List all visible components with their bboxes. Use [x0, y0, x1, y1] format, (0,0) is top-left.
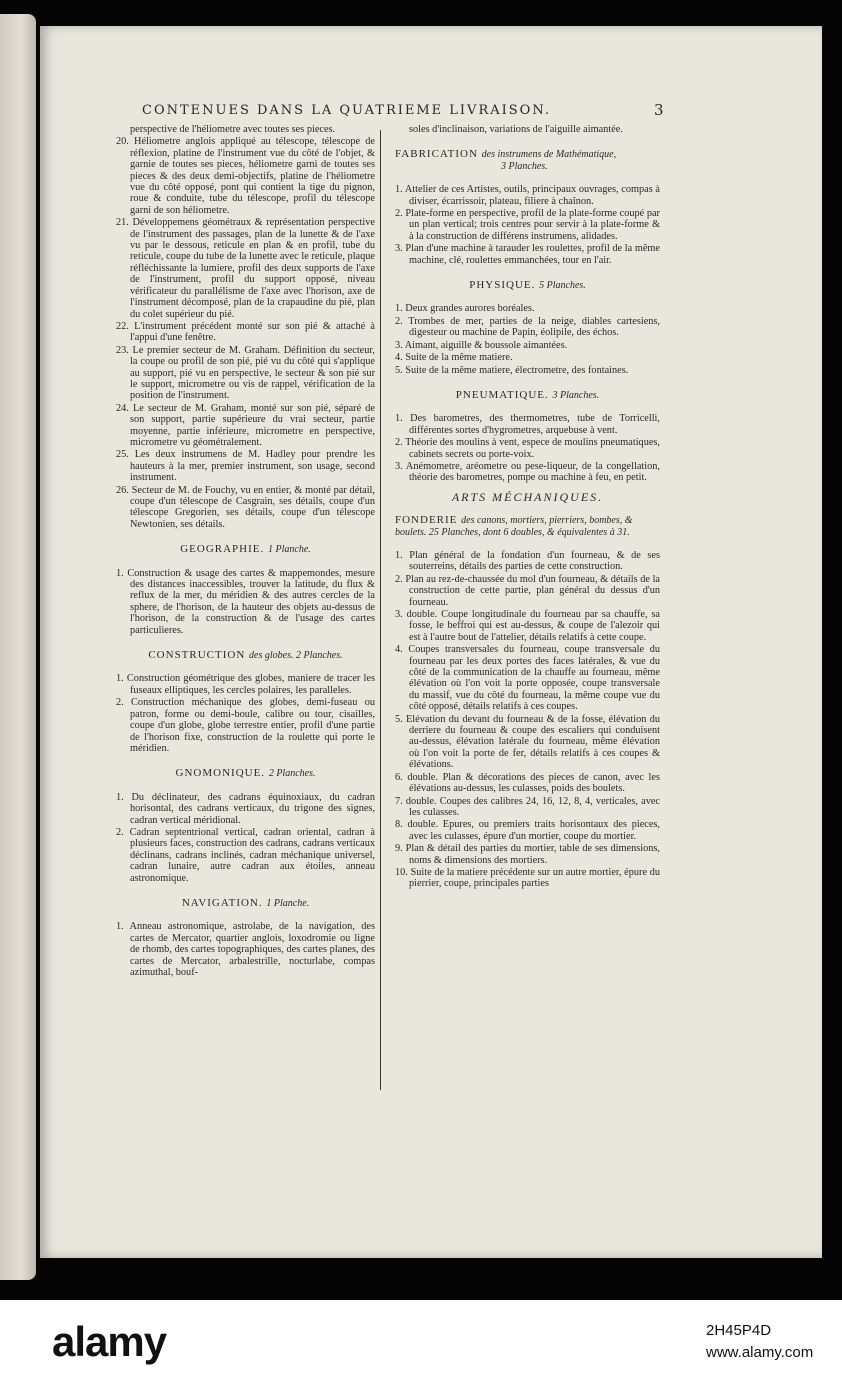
list-item: 1. Du déclinateur, des cadrans équinoxiaux, du cadran horisontal, des cadrans verticaux, du trigone des signes, cadran vertical méridional.: [116, 791, 375, 826]
list-item: 2. Plate-forme en perspective, profil de la plate-forme coupé par un plan vertical; trois centres pour servir à la plate-forme & à la construction de différens instrumens, alidades.: [395, 208, 660, 242]
list-item: 6. double. Plan & décorations des pieces de canon, avec les élévations au-dessus, les culasses, poids des boulets.: [395, 771, 660, 795]
fabrication-list: [395, 184, 660, 266]
list-item: 4. Suite de la même matiere.: [395, 352, 513, 364]
list-item: 20. Héliometre anglois appliqué au télescope, télescope de réflexion, platine de l'instrument vue du côté de l'objet, & garnie de toutes ses pieces, héliometre garni de toutes ses pieces & des deux demi-objectifs, platine de l'héliometre vue du côté opposé, pont qui contient la tige du pignon, roue & conduite, tube du télescope, profil du télescope garni de son héliometre.: [116, 136, 375, 216]
image-id: 2H45P4D: [706, 1322, 772, 1339]
fonderie-heading: [395, 515, 660, 538]
left-intro-continuation: perspective de l'héliometre avec toutes ses pieces.: [130, 124, 336, 135]
list-item: 2. Plan au rez-de-chaussée du mol d'un fourneau, & détails de la construction de cette partie, plan général du dessus d'un fourneau.: [395, 573, 660, 608]
list-item: 3. Plan d'une machine à tarauder les roulettes, profil de la même machine, clé, roulettes emmanchées, tour en l'air.: [395, 243, 660, 266]
physique-heading: [395, 280, 660, 291]
alamy-logo: alamy: [52, 1318, 167, 1365]
gnomonique-heading: [116, 768, 375, 779]
construction-subtitle: des globes. 2 Planches.: [249, 650, 343, 662]
fabrication-subtitle: des instrumens de Mathématique,: [481, 149, 617, 161]
list-item: 1. Construction géométrique des globes, maniere de tracer les fuseaux elliptiques, les cercles polaires, les paralleles.: [116, 673, 375, 696]
right-column: [395, 124, 660, 891]
list-item: 1. Anneau astronomique, astrolabe, de la navigation, des cartes de Mercator, quartier anglois, loxodromie ou ligne de rhomb, des cartes topographiques, des cartes planes, des cartes de Mercator, arbalestrille, nocturlabe, compas azimuthal, bouf-: [116, 921, 375, 978]
list-item: 22. L'instrument précédent monté sur son pié & attaché à l'appui d'une fenêtre.: [116, 320, 375, 344]
list-item: 8. double. Epures, ou premiers traits horisontaux des pieces, avec les culasses, épure d'un mortier, coupe du mortier.: [395, 819, 660, 842]
list-item: 1. Construction & usage des cartes & mappemondes, mesure des distances inaccessibles, trouver la latitude, du flux & reflux de la mer, du méridien & des autres cercles de la sphere, de l'horison, de la hauteur des objets au-dessus de l'horison, de la construction & de l'usage des cartes particulieres.: [116, 567, 375, 636]
navigation-list: [116, 921, 375, 978]
list-item: 2. Cadran septentrional vertical, cadran oriental, cadran à plusieurs faces, construction des cadrans, cadrans verticaux déclinans, cadrans inclinés, cadran méchanique universel, cadran lunaire, autre cadran aux étoiles, anneau astronomique.: [116, 826, 375, 884]
arts-mechaniques-heading: ARTS MÉCHANIQUES.: [451, 489, 604, 504]
list-item: 1. Plan général de la fondation d'un fourneau, & de ses souterreins, détails des parties de cette construction.: [395, 549, 660, 573]
fonderie-subtitle: des canons, mortiers, pierriers, bombes, & boulets. 25 Planches, dont 6 doubles, & équivalentes à 31.: [395, 515, 633, 538]
gnomonique-list: [116, 792, 375, 884]
navigation-heading: [116, 898, 375, 909]
gnomonique-subtitle: 2 Planches.: [268, 768, 316, 780]
previous-page-edge: [0, 14, 36, 1280]
list-item: 4. Coupes transversales du fourneau, coupe transversale du fourneau par les deux portes des faces latérales, & vue du côté de la communication de la chauffe au fourneau, même élévation où l'on voit la porte opposée, coupe transversale du massif, vue du côté du fourneau, la même coupe vue du côté opposé, détails relatifs à ces coupes.: [395, 644, 660, 713]
list-item: 25. Les deux instrumens de M. Hadley pour prendre les hauteurs à la mer, premier instrument, son usage, second instrument.: [116, 449, 375, 484]
list-item: 3. Anémometre, aréometre ou pese-liqueur, de la congellation, théorie des barometres, pompe ou machine à feu, en petit.: [395, 460, 660, 484]
fabrication-title: FABRICATION: [395, 148, 478, 161]
geographie-title: GEOGRAPHIE.: [180, 543, 265, 556]
list-item: 23. Le premier secteur de M. Graham. Définition du secteur, la coupe ou profil de son pié, pié vu du côté qui s'applique au support, pié vu en perspective, le secteur & son pié sur le support, micrometre ou vis de rappel, vérification de la position de l'instrument.: [116, 344, 375, 402]
column-divider: [380, 130, 381, 1090]
list-item: 3. double. Coupe longitudinale du fourneau par sa chauffe, sa fosse, le beffroi qui est au-dessus, & coupe de l'alezoir qui est à l'autre bout de l'attelier, détails relatifs à cette coupe.: [395, 609, 660, 643]
fabrication-subtitle-2: 3 Planches.: [501, 160, 548, 172]
list-item: 2. Construction méchanique des globes, demi-fuseau ou patron, forme ou demi-boule, calibre ou tour, cisailles, coupe d'un globe, globe terrestre entier, profil d'une partie de l'horison fixe, construction de la roulette qui porte le méridien.: [116, 697, 375, 754]
pneumatique-subtitle: 3 Planches.: [552, 389, 600, 401]
items-a-list: [116, 136, 375, 530]
physique-subtitle: 5 Planches.: [539, 280, 586, 292]
list-item: 5. Elévation du devant du fourneau & de la fosse, élévation du derriere du fourneau & coupe des escaliers qui conduisent au-dessus, élévation latérale du fourneau, même élévation où l'on voit la porte de fer, détails relatifs à ces coupes & élévations.: [395, 713, 660, 771]
navigation-title: NAVIGATION.: [181, 896, 263, 909]
list-item: 3. Aimant, aiguille & boussole aimantées.: [395, 339, 568, 351]
construction-heading: [116, 650, 375, 661]
list-item: 2. Théorie des moulins à vent, espece de moulins pneumatiques, cabinets secrets ou porte-voix.: [395, 437, 660, 460]
pneumatique-title: PNEUMATIQUE.: [455, 388, 549, 401]
list-item: 7. double. Coupes des calibres 24, 16, 12, 8, 4, verticales, avec les culasses.: [395, 795, 660, 818]
list-item: 21. Développemens géométraux & représentation perspective de l'instrument des passages, plan de la lunette & de l'axe vu par le dessous, reticule en plan & en profil, tube du reticule, coupe du tube de la lunette avec le reticule, plaque réfléchissante la lumiere, profil des deux supports de l'axe de l'instrument, profil du support opposé, niveau vérificateur du parallélisme de l'axe avec l'horison, axe de l'instrument décomposé, plan de la crapaudine du pié, plan du colet supérieur du pié.: [116, 217, 375, 320]
right-intro-continuation: soles d'inclinaison, variations de l'aiguille aimantée.: [409, 124, 623, 135]
list-item: 26. Secteur de M. de Fouchy, vu en entier, & monté par détail, coupe d'un télescope de Casgrain, ses détails, coupe d'un télescope Gregorien, ses détails, coupe d'un télescope Newtonien, ses détails.: [116, 484, 375, 530]
list-item: 9. Plan & détail des parties du mortier, table de ses dimensions, noms & dimensions des mortiers.: [395, 843, 660, 866]
list-item: 1. Des barometres, des thermometres, tube de Torricelli, différentes sortes d'hygrometres, arquebuse à vent.: [395, 413, 660, 436]
fonderie-list: [395, 550, 660, 890]
geographie-list: [116, 568, 375, 636]
left-column: [116, 124, 375, 979]
list-item: 1. Attelier de ces Artistes, outils, principaux ouvrages, compas à diviser, écarrissoir, plateau, filiere à chaînon.: [395, 184, 660, 207]
pneumatique-heading: [395, 390, 660, 401]
geographie-subtitle: 1 Planche.: [268, 544, 311, 556]
physique-title: PHYSIQUE.: [469, 279, 536, 292]
physique-list: [395, 303, 660, 375]
gnomonique-title: GNOMONIQUE.: [175, 767, 266, 780]
navigation-subtitle: 1 Planche.: [266, 897, 310, 909]
watermark-url: www.alamy.com: [706, 1344, 814, 1361]
running-head: CONTENUES DANS LA QUATRIEME LIVRAISON.: [142, 103, 551, 118]
list-item: 2. Trombes de mer, parties de la neige, diables cartesiens, digesteur ou machine de Papin, éolipile, des échos.: [395, 315, 660, 339]
list-item: 24. Le secteur de M. Graham, monté sur son pié, séparé de son support, partie supérieure du vrai secteur, partie moyenne, partie inférieure, micrometre en perspective, micrometre vu géométralement.: [116, 402, 375, 448]
page-number: 3: [654, 101, 664, 119]
construction-list: [116, 673, 375, 754]
geographie-heading: [116, 544, 375, 555]
list-item: 1. Deux grandes aurores boréales.: [395, 303, 535, 315]
construction-title: CONSTRUCTION: [148, 649, 246, 662]
list-item: 10. Suite de la matiere précédente sur un autre mortier, épure du pierrier, coupe, principales parties: [395, 866, 660, 890]
pneumatique-list: [395, 413, 660, 483]
list-item: 5. Suite de la même matiere, électrometre, des fontaines.: [395, 364, 629, 376]
fonderie-title: FONDERIE: [395, 514, 458, 527]
fabrication-heading: [395, 149, 660, 172]
